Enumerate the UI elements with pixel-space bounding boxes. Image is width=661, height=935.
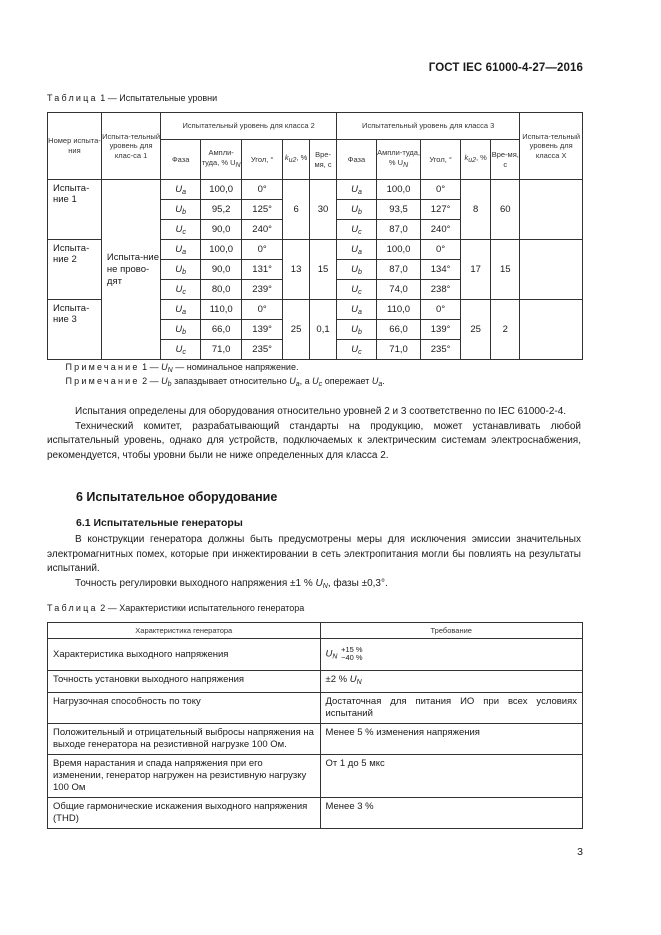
col-test-number: Номер испыта-ния (48, 113, 102, 180)
requirement-cell: От 1 до 5 мкс (320, 755, 583, 798)
angle-cell: 239° (242, 280, 283, 300)
characteristic-cell: Характеристика выходного напряжения (48, 639, 321, 671)
angle-cell: 240° (242, 220, 283, 240)
phase-cell: $U_c$ (161, 280, 201, 300)
col-characteristic: Характеристика генератора (48, 623, 321, 639)
time-cell: 2 (491, 300, 520, 360)
table-row (48, 755, 583, 798)
page-number: 3 (577, 846, 583, 858)
col-classx-level: Испыта-тельный уровень для класса X (520, 113, 583, 180)
sub-phase: Фаза (161, 140, 201, 180)
phase-cell: $U_c$ (337, 340, 377, 360)
angle-cell: 131° (242, 260, 283, 280)
document-header: ГОСТ IEC 61000-4-27—2016 (428, 62, 583, 74)
angle-cell: 139° (421, 320, 461, 340)
sub-k: $k_{u2}$, % (461, 140, 491, 180)
angle-cell: 0° (242, 240, 283, 260)
group-class2: Испытательный уровень для класса 2 (161, 113, 337, 140)
amplitude-cell: 93,5 (376, 200, 420, 220)
test-name-cell: Испыта-ние 1 (48, 180, 102, 240)
phase-cell: $U_a$ (337, 240, 377, 260)
sub-angle: Угол, ° (242, 140, 283, 180)
phase-cell: $U_b$ (337, 320, 377, 340)
phase-cell: $U_b$ (161, 200, 201, 220)
section-6-heading: 6 Испытательное оборудование (76, 490, 278, 504)
sub-k: $k_{u2}$, % (283, 140, 310, 180)
amplitude-cell: 100,0 (376, 180, 420, 200)
time-cell: 15 (491, 240, 520, 300)
group-class3: Испытательный уровень для класса 3 (337, 113, 520, 140)
k-unbalance-cell: 25 (283, 300, 310, 360)
k-unbalance-cell: 13 (283, 240, 310, 300)
angle-cell: 127° (421, 200, 461, 220)
angle-cell: 235° (421, 340, 461, 360)
table-row (48, 693, 583, 724)
amplitude-cell: 95,2 (201, 200, 242, 220)
angle-cell: 235° (242, 340, 283, 360)
angle-cell: 139° (242, 320, 283, 340)
k-unbalance-cell: 17 (461, 240, 491, 300)
sub-amplitude: Ампли-туда, % $U_N$ (201, 140, 242, 180)
phase-cell: $U_b$ (161, 260, 201, 280)
characteristic-cell: Нагрузочная способность по току (48, 693, 321, 724)
time-cell: 15 (310, 240, 337, 300)
test-name-cell: Испыта-ние 2 (48, 240, 102, 300)
generator-characteristics-table (47, 622, 583, 829)
characteristic-cell: Общие гармонические искажения выходного напряжения (THD) (48, 798, 321, 829)
amplitude-cell: 74,0 (376, 280, 420, 300)
time-cell: 60 (491, 180, 520, 240)
test-name-cell: Испыта-ние 3 (48, 300, 102, 360)
body-text-2: В конструкции генератора должны быть предусмотрены меры для исключения эмиссии значительных электромагнитных помех, которые при инжектировании в сеть электропитания могли бы повлиять на результаты испытаний. Точность регулировки выходного напряжения ±1 % $U_N$, фазы ±0,3°. (47, 533, 581, 594)
phase-cell: $U_c$ (161, 220, 201, 240)
table1-caption: Таблица 1 — Испытательные уровни (47, 93, 218, 103)
phase-cell: $U_a$ (337, 180, 377, 200)
body-text-1: Испытания определены для оборудования относительно уровней 2 и 3 соответственно по IEC 61000-2-4. Технический комитет, разрабатывающий стандарты на продукцию, может устанавливать любой испытательный уровень, однако для устройств, подключаемых к электрическим системам электроснабжения, рекомендуется, чтобы уровни были не ниже определенных для класса 2. (47, 406, 581, 461)
phase-cell: $U_c$ (337, 280, 377, 300)
amplitude-cell: 66,0 (201, 320, 242, 340)
classx-level-cell (520, 300, 583, 360)
table-row (48, 671, 583, 693)
angle-cell: 0° (421, 300, 461, 320)
classx-level-cell (520, 180, 583, 240)
note-2: Примечание 2 — $U_b$ запаздывает относительно $U_a$, а $U_c$ опережает $U_a$. (65, 376, 385, 388)
col-requirement: Требование (320, 623, 583, 639)
amplitude-cell: 66,0 (376, 320, 420, 340)
table2-caption: Таблица 2 — Характеристики испытательного генератора (47, 603, 305, 613)
angle-cell: 134° (421, 260, 461, 280)
k-unbalance-cell: 25 (461, 300, 491, 360)
requirement-cell: Достаточная для питания ИО при всех условиях испытаний (320, 693, 583, 724)
phase-cell: $U_b$ (337, 260, 377, 280)
angle-cell: 0° (421, 240, 461, 260)
k-unbalance-cell: 6 (283, 180, 310, 240)
amplitude-cell: 90,0 (201, 220, 242, 240)
sub-angle: Угол, ° (421, 140, 461, 180)
phase-cell: $U_a$ (161, 300, 201, 320)
table-row (48, 798, 583, 829)
requirement-cell: ±2 % $U_N$ (320, 671, 583, 693)
table-row (48, 639, 583, 671)
section-6-1-heading: 6.1 Испытательные генераторы (76, 517, 243, 529)
test-levels-table (47, 112, 583, 392)
time-cell: 30 (310, 180, 337, 240)
amplitude-cell: 100,0 (376, 240, 420, 260)
sub-phase: Фаза (337, 140, 377, 180)
amplitude-cell: 100,0 (201, 240, 242, 260)
phase-cell: $U_a$ (161, 180, 201, 200)
time-cell: 0,1 (310, 300, 337, 360)
angle-cell: 0° (421, 180, 461, 200)
accuracy-text: Точность регулировки выходного напряжения ±1 % $U_N$, фазы ±0,3°. (75, 577, 388, 590)
angle-cell: 0° (242, 300, 283, 320)
amplitude-cell: 71,0 (201, 340, 242, 360)
amplitude-cell: 87,0 (376, 220, 420, 240)
class1-level-cell: Испыта-ние не прово-дят (101, 180, 160, 360)
angle-cell: 125° (242, 200, 283, 220)
characteristic-cell: Положительный и отрицательный выбросы напряжения на выходе генератора на резистивной нагрузке 100 Ом. (48, 724, 321, 755)
amplitude-cell: 100,0 (201, 180, 242, 200)
sub-amplitude: Ампли-туда, % $U_N$ (376, 140, 420, 180)
amplitude-cell: 90,0 (201, 260, 242, 280)
classx-level-cell (520, 240, 583, 300)
requirement-cell: Менее 5 % изменения напряжения (320, 724, 583, 755)
sub-time: Вре-мя, c (491, 140, 520, 180)
phase-cell: $U_c$ (337, 220, 377, 240)
phase-cell: $U_b$ (337, 200, 377, 220)
angle-cell: 238° (421, 280, 461, 300)
phase-cell: $U_c$ (161, 340, 201, 360)
sub-time: Вре-мя, c (310, 140, 337, 180)
amplitude-cell: 80,0 (201, 280, 242, 300)
table-row (48, 180, 583, 200)
phase-cell: $U_b$ (161, 320, 201, 340)
note-1: Примечание 1 — $U_N$ — номинальное напряжение. (65, 362, 299, 374)
characteristic-cell: Время нарастания и спада напряжения при его изменении, генератор нагружен на резистивную нагрузку 100 Ом (48, 755, 321, 798)
amplitude-cell: 110,0 (201, 300, 242, 320)
characteristic-cell: Точность установки выходного напряжения (48, 671, 321, 693)
table1-notes (48, 360, 583, 393)
requirement-cell: $U_N$ +15 % −40 % (320, 639, 583, 671)
col-class1-level: Испыта-тельный уровень для клас-са 1 (101, 113, 160, 180)
amplitude-cell: 87,0 (376, 260, 420, 280)
phase-cell: $U_a$ (337, 300, 377, 320)
amplitude-cell: 71,0 (376, 340, 420, 360)
k-unbalance-cell: 8 (461, 180, 491, 240)
angle-cell: 240° (421, 220, 461, 240)
phase-cell: $U_a$ (161, 240, 201, 260)
table-row (48, 724, 583, 755)
requirement-cell: Менее 3 % (320, 798, 583, 829)
amplitude-cell: 110,0 (376, 300, 420, 320)
angle-cell: 0° (242, 180, 283, 200)
